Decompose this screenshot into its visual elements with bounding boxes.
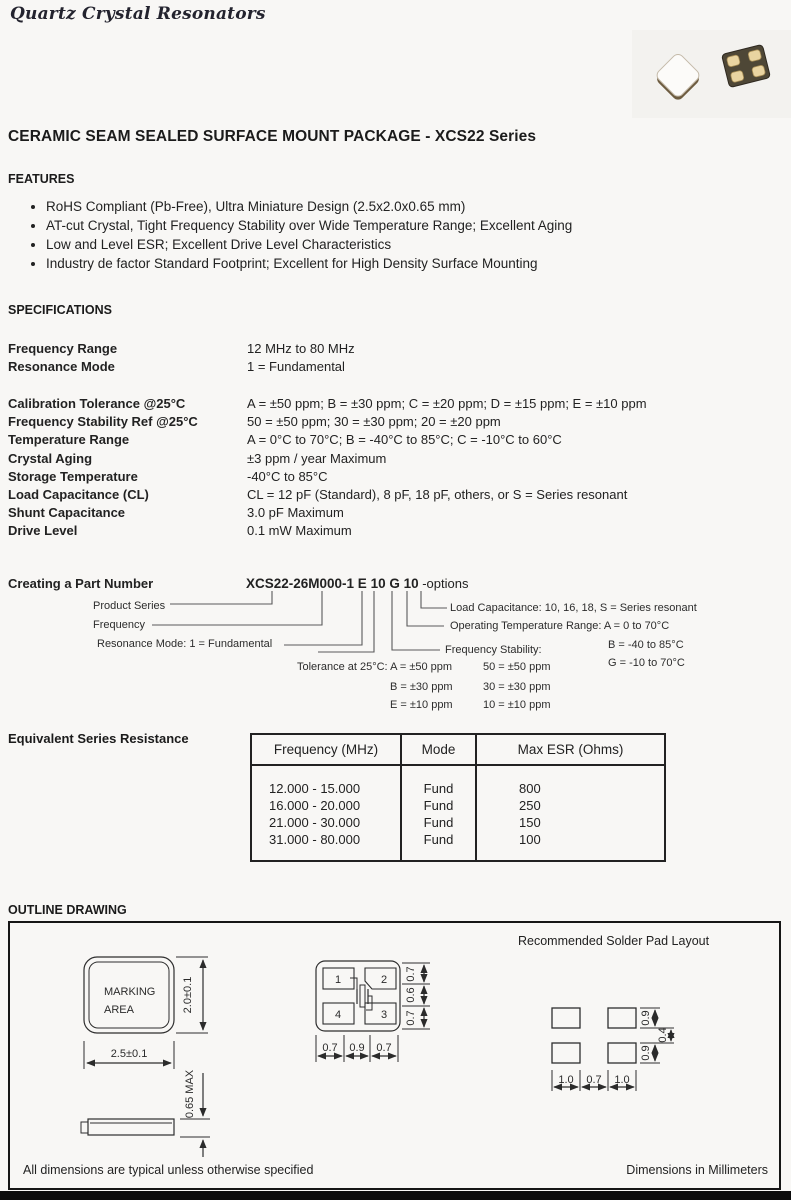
page-title: CERAMIC SEAM SEALED SURFACE MOUNT PACKAGE - XCS22 Series: [8, 128, 537, 145]
outline-drawing-box: [8, 921, 781, 1190]
pad-label-1: 1: [334, 974, 342, 986]
pn-label-operating-temp-b: B = -40 to 85°C: [608, 639, 684, 651]
spec-value: 3.0 pF Maximum: [247, 505, 344, 521]
pn-label-load-capacitance: Load Capacitance: 10, 16, 18, S = Series resonant: [450, 602, 697, 614]
esr-cell: 250: [476, 797, 665, 814]
solder-pad-layout-title: Recommended Solder Pad Layout: [518, 934, 710, 948]
esr-header-row: [251, 734, 665, 765]
dim-pad-col-left: 0.7: [322, 1042, 338, 1054]
brand-logotype: Quartz Crystal Resonators: [10, 4, 266, 24]
spec-label: Frequency Range: [8, 341, 118, 356]
spec-value: A = ±50 ppm; B = ±30 ppm; C = ±20 ppm; D = ±15 ppm; E = ±10 ppm: [247, 396, 647, 411]
spec-label: Drive Level: [8, 523, 78, 539]
specifications-heading: SPECIFICATIONS: [8, 303, 112, 317]
dim-solder-row-bot: 0.9: [640, 1045, 652, 1061]
dim-solder-col-right: 1.0: [614, 1074, 630, 1086]
spec-label: Calibration Tolerance @25°C: [8, 396, 186, 411]
esr-cell: 100: [476, 831, 665, 861]
marking-area-line1: MARKING: [104, 986, 156, 998]
spec-value: A = 0°C to 70°C; B = -40°C to 85°C; C = -10°C to 60°C: [247, 432, 562, 448]
spec-row: [8, 431, 788, 449]
pad-label-2: 2: [380, 974, 388, 986]
esr-header-mode: Mode: [401, 734, 476, 765]
part-number-suffix: -options: [418, 576, 469, 591]
spec-row: [8, 486, 788, 504]
pn-label-operating-temp-g: G = -10 to 70°C: [608, 657, 685, 669]
spec-label: Resonance Mode: [8, 359, 115, 375]
product-photo-banner: [632, 30, 791, 118]
spec-row: [8, 413, 788, 431]
pn-label-stability-10: 10 = ±10 ppm: [483, 699, 551, 711]
esr-cell: 800: [476, 765, 665, 797]
esr-cell: Fund: [401, 831, 476, 861]
feature-item: • RoHS Compliant (Pb-Free), Ultra Miniature Design (2.5x2.0x0.65 mm): [46, 200, 786, 215]
spec-label: Shunt Capacitance: [8, 505, 126, 521]
part-number-code: XCS22-26M000-1 E 10 G 10: [246, 576, 419, 591]
note-dimensions-mm: Dimensions in Millimeters: [626, 1163, 768, 1177]
spec-label: Crystal Aging: [8, 450, 93, 466]
esr-cell: 150: [476, 814, 665, 831]
dim-solder-row-top: 0.9: [640, 1010, 652, 1026]
feature-item: • Industry de factor Standard Footprint; Excellent for High Density Surface Mounting: [46, 257, 786, 272]
spec-value: 50 = ±50 ppm; 30 = ±30 ppm; 20 = ±20 ppm: [247, 414, 501, 430]
dim-thickness: 0.65 MAX: [184, 1069, 196, 1119]
esr-cell: Fund: [401, 814, 476, 831]
esr-cell: Fund: [401, 765, 476, 797]
dim-body-height: 2.0±0.1: [182, 976, 194, 1014]
pad-label-4: 4: [334, 1009, 342, 1021]
spec-value: CL = 12 pF (Standard), 8 pF, 18 pF, others, or S = Series resonant: [247, 487, 628, 503]
spec-value: 12 MHz to 80 MHz: [247, 341, 355, 356]
esr-table: [250, 733, 666, 862]
spec-label: Load Capacitance (CL): [8, 487, 149, 503]
esr-cell: 21.000 - 30.000: [251, 814, 401, 831]
pn-label-resonance-mode: Resonance Mode: 1 = Fundamental: [97, 638, 273, 650]
esr-row: [251, 765, 665, 797]
outline-drawing: [10, 923, 779, 1184]
dim-body-width: 2.5±0.1: [110, 1048, 148, 1060]
spec-value: -40°C to 85°C: [247, 468, 328, 484]
spec-row: [8, 358, 788, 376]
spec-row: [8, 468, 788, 486]
esr-cell: 16.000 - 20.000: [251, 797, 401, 814]
pn-label-stability: Frequency Stability:: [445, 644, 542, 656]
dim-pad-row-top: 0.7: [405, 966, 417, 982]
dim-pad-row-mid: 0.6: [405, 987, 417, 1003]
esr-header-maxesr: Max ESR (Ohms): [476, 734, 665, 765]
pn-label-stability-30: 30 = ±30 ppm: [483, 681, 551, 693]
marking-area-line2: AREA: [104, 1004, 134, 1016]
spec-value: ±3 ppm / year Maximum: [247, 450, 387, 466]
chip-pads-photo: [722, 44, 771, 87]
dim-solder-row-mid: 0.4: [657, 1027, 669, 1043]
outline-heading: OUTLINE DRAWING: [8, 903, 127, 917]
pn-label-frequency: Frequency: [93, 619, 145, 631]
spec-group-2: [8, 395, 788, 541]
pad-label-3: 3: [380, 1009, 388, 1021]
features-heading: FEATURES: [8, 172, 75, 186]
esr-cell: 31.000 - 80.000: [251, 831, 401, 861]
part-number-value: [246, 576, 468, 591]
dim-pad-col-mid: 0.9: [349, 1042, 365, 1054]
dim-solder-col-left: 1.0: [558, 1074, 574, 1086]
spec-row: [8, 504, 788, 522]
part-number-heading: Creating a Part Number: [8, 576, 154, 591]
esr-header-frequency: Frequency (MHz): [251, 734, 401, 765]
pn-label-tolerance: Tolerance at 25°C: A = ±50 ppm: [297, 661, 453, 673]
spec-label: Temperature Range: [8, 432, 130, 448]
esr-row: [251, 831, 665, 861]
spec-label: Storage Temperature: [8, 468, 138, 484]
esr-cell: 12.000 - 15.000: [251, 765, 401, 797]
part-number-section: [0, 575, 791, 725]
spec-label: Frequency Stability Ref @25°C: [8, 414, 198, 430]
pn-label-product-series: Product Series: [93, 600, 166, 612]
esr-row: [251, 797, 665, 814]
feature-item: • Low and Level ESR; Excellent Drive Level Characteristics: [46, 238, 786, 253]
dim-solder-col-mid: 0.7: [586, 1074, 602, 1086]
esr-heading: Equivalent Series Resistance: [8, 731, 189, 746]
spec-row: [8, 522, 788, 540]
dim-pad-col-right: 0.7: [376, 1042, 392, 1054]
esr-cell: Fund: [401, 797, 476, 814]
pn-label-stability-50: 50 = ±50 ppm: [483, 661, 551, 673]
spec-row: [8, 340, 788, 358]
footer-bar: [0, 1191, 791, 1200]
spec-value: 0.1 mW Maximum: [247, 523, 352, 539]
dim-pad-row-bot: 0.7: [405, 1010, 417, 1026]
spec-value: 1 = Fundamental: [247, 359, 345, 375]
pn-label-tolerance-e: E = ±10 ppm: [390, 699, 453, 711]
pn-label-tolerance-b: B = ±30 ppm: [390, 681, 453, 693]
note-dimensions-typical: All dimensions are typical unless otherwise specified: [23, 1163, 314, 1177]
features-list: [28, 200, 786, 276]
spec-row: [8, 395, 788, 413]
spec-row: [8, 450, 788, 468]
crystal-package-photo: [632, 30, 791, 118]
esr-row: [251, 814, 665, 831]
feature-item: • AT-cut Crystal, Tight Frequency Stability over Wide Temperature Range; Excellent Aging: [46, 219, 786, 234]
spec-group-1: [8, 340, 788, 376]
chip-lid-photo: [653, 52, 703, 102]
pn-label-operating-temp: Operating Temperature Range: A = 0 to 70°C: [450, 620, 670, 632]
